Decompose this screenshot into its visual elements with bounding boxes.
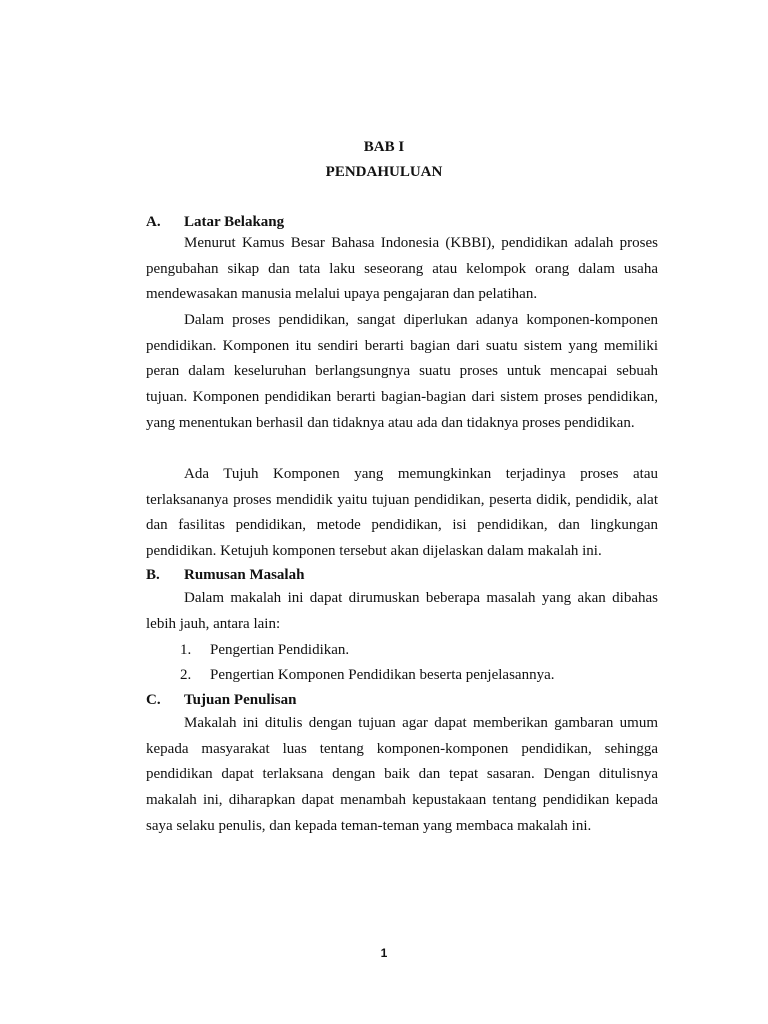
section-title: Tujuan Penulisan bbox=[184, 692, 297, 708]
paragraph: Ada Tujuh Komponen yang memungkinkan terjadinya proses atau terlaksananya proses mendidik yaitu tujuan pendidikan, peserta didik, pendidik, alat dan fasilitas pendidikan, metode pendidikan, isi pendidikan, dan lingkungan pendidikan. Ketujuh komponen tersebut akan dijelaskan dalam makalah ini. bbox=[146, 466, 658, 560]
section-label: A. bbox=[146, 214, 161, 230]
paragraph: Dalam makalah ini dapat dirumuskan beberapa masalah yang akan dibahas lebih jauh, antara lain: bbox=[146, 590, 658, 632]
list-text: Pengertian Pendidikan. bbox=[210, 642, 350, 658]
section-label: C. bbox=[146, 692, 161, 708]
section-label: B. bbox=[146, 567, 160, 583]
section-title: Rumusan Masalah bbox=[184, 567, 305, 583]
paragraph: Makalah ini ditulis dengan tujuan agar dapat memberikan gambaran umum kepada masyarakat luas tentang komponen-komponen pendidikan, sehingga pendidikan dapat terlaksana dengan baik dan tepat sasaran. Dengan ditulisnya makalah ini, diharapkan dapat menambah kepustakaan tentang pendidikan kepada saya selaku penulis, dan kepada teman-teman yang membaca makalah ini. bbox=[146, 715, 658, 834]
chapter-number: BAB I bbox=[363, 139, 405, 155]
section-title: Latar Belakang bbox=[184, 214, 285, 230]
list-item bbox=[180, 640, 349, 660]
paragraph: Dalam proses pendidikan, sangat diperlukan adanya komponen-komponen pendidikan. Komponen itu sendiri berarti bagian dari suatu sistem yang memiliki peran dalam keseluruhan berlangsungnya suatu proses untuk mencapai sebuah tujuan. Komponen pendidikan berarti bagian-bagian dari sistem proses pendidikan, yang menentukan berhasil dan tidaknya atau ada dan tidaknya proses pendidikan. bbox=[146, 312, 658, 431]
list-item bbox=[180, 665, 554, 685]
paragraph: Menurut Kamus Besar Bahasa Indonesia (KBBI), pendidikan adalah proses pengubahan sikap dan tata laku seseorang atau kelompok orang dalam usaha mendewasakan manusia melalui upaya pengajaran dan pelatihan. bbox=[146, 235, 658, 303]
list-number: 2. bbox=[180, 667, 192, 683]
section-heading-a bbox=[146, 212, 284, 232]
chapter-title: PENDAHULUAN bbox=[325, 164, 443, 180]
list-number: 1. bbox=[180, 642, 192, 658]
list-text: Pengertian Komponen Pendidikan beserta penjelasannya. bbox=[210, 667, 555, 683]
page-number: 1 bbox=[380, 946, 388, 960]
section-heading-c bbox=[146, 690, 296, 710]
section-heading-b bbox=[146, 565, 304, 585]
